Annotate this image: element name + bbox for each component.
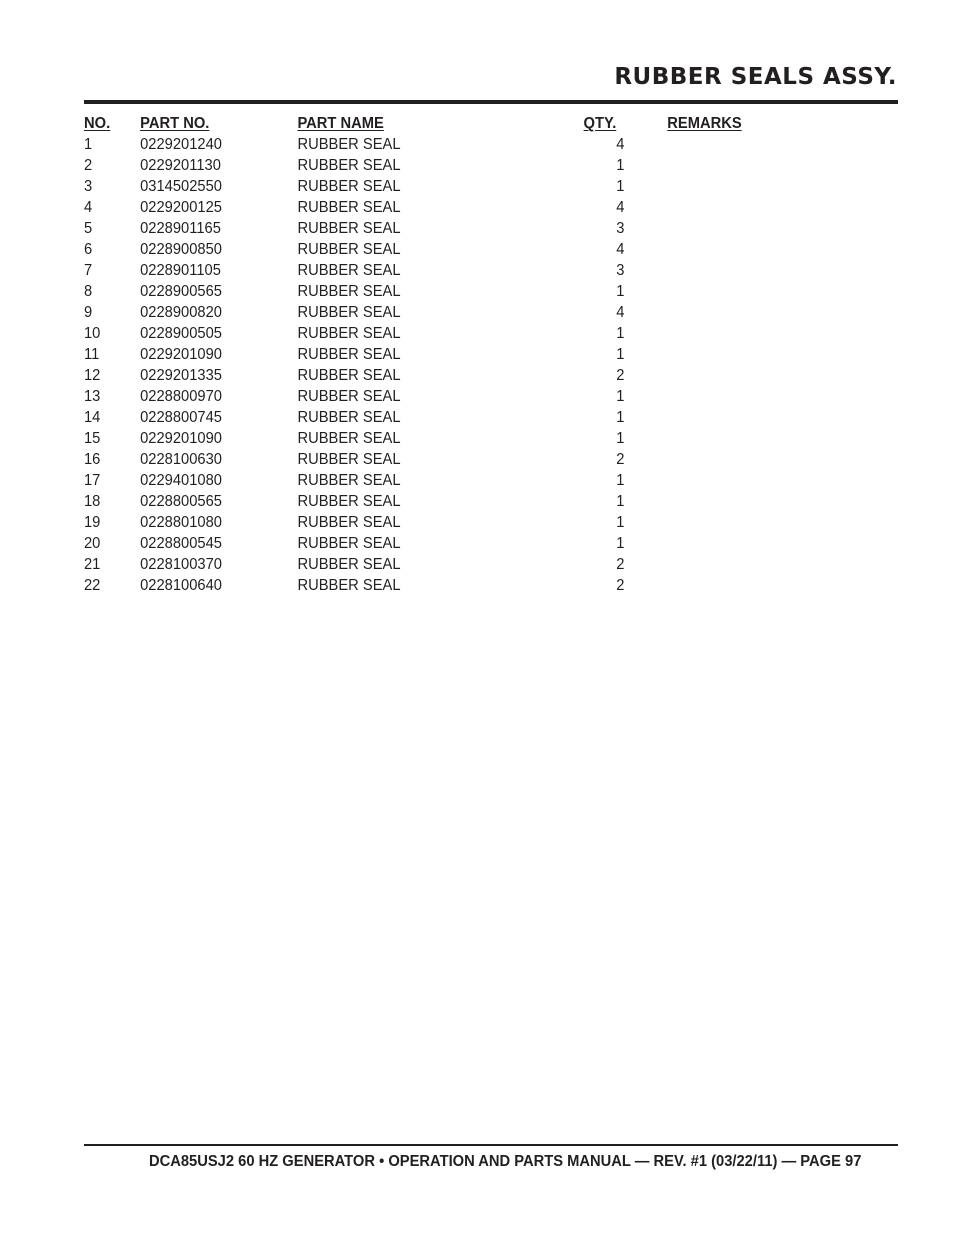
cell-part-no: 0228900820 [140, 304, 222, 321]
cell-remarks [667, 134, 746, 155]
cell-remarks [667, 470, 746, 491]
cell-part-no: 0229201130 [140, 157, 221, 174]
cell-part-no: 0229201090 [140, 430, 222, 447]
cell-qty: 1 [616, 346, 625, 363]
cell-no: 3 [84, 178, 93, 195]
cell-part-no: 0228800970 [140, 388, 222, 405]
cell-part-no: 0228800565 [140, 493, 222, 510]
cell-qty: 1 [616, 388, 625, 405]
table-row [84, 239, 746, 260]
cell-qty: 2 [616, 577, 625, 594]
header-qty: QTY. [583, 115, 617, 132]
cell-no: 11 [84, 346, 100, 363]
cell-no: 17 [84, 472, 101, 489]
cell-part-name: RUBBER SEAL [297, 367, 401, 384]
cell-no: 16 [84, 451, 101, 468]
table-row [84, 176, 746, 197]
cell-remarks [667, 428, 746, 449]
table-row [84, 197, 746, 218]
cell-part-no: 0229201090 [140, 346, 222, 363]
cell-remarks [667, 302, 746, 323]
table-row [84, 533, 746, 554]
cell-remarks [667, 575, 746, 596]
table-row [84, 155, 746, 176]
cell-qty: 1 [616, 283, 625, 300]
page-title: RUBBER SEALS ASSY. [614, 64, 897, 90]
cell-no: 20 [84, 535, 101, 552]
table-header-row [84, 113, 746, 134]
cell-remarks [667, 218, 746, 239]
cell-part-name: RUBBER SEAL [297, 283, 401, 300]
cell-no: 19 [84, 514, 101, 531]
cell-part-no: 0228100630 [140, 451, 222, 468]
cell-part-no: 0228800545 [140, 535, 222, 552]
cell-qty: 4 [616, 304, 625, 321]
cell-qty: 1 [616, 325, 625, 342]
cell-qty: 1 [616, 157, 625, 174]
table-body [84, 134, 746, 596]
cell-no: 21 [84, 556, 101, 573]
header-part-name: PART NAME [297, 115, 384, 132]
header-part-no: PART NO. [140, 115, 210, 132]
cell-qty: 1 [616, 493, 625, 510]
table-row [84, 260, 746, 281]
table-row [84, 512, 746, 533]
cell-part-name: RUBBER SEAL [297, 241, 401, 258]
cell-qty: 2 [616, 451, 625, 468]
cell-part-name: RUBBER SEAL [297, 136, 401, 153]
cell-part-name: RUBBER SEAL [297, 325, 401, 342]
cell-remarks [667, 281, 746, 302]
cell-remarks [667, 176, 746, 197]
cell-no: 18 [84, 493, 101, 510]
cell-part-name: RUBBER SEAL [297, 409, 401, 426]
cell-remarks [667, 407, 746, 428]
cell-part-no: 0229401080 [140, 472, 222, 489]
cell-remarks [667, 449, 746, 470]
cell-part-no: 0228801080 [140, 514, 222, 531]
cell-remarks [667, 323, 746, 344]
cell-qty: 3 [616, 262, 625, 279]
cell-remarks [667, 386, 746, 407]
cell-remarks [667, 533, 746, 554]
table-row [84, 491, 746, 512]
cell-no: 10 [84, 325, 101, 342]
cell-part-name: RUBBER SEAL [297, 157, 401, 174]
cell-part-no: 0228900565 [140, 283, 222, 300]
cell-part-no: 0228900850 [140, 241, 222, 258]
parts-table [84, 113, 746, 596]
table-row [84, 302, 746, 323]
cell-part-name: RUBBER SEAL [297, 493, 401, 510]
table-row [84, 575, 746, 596]
cell-no: 9 [84, 304, 93, 321]
cell-part-name: RUBBER SEAL [297, 514, 401, 531]
cell-qty: 2 [616, 556, 625, 573]
cell-qty: 1 [616, 178, 625, 195]
cell-qty: 4 [616, 136, 625, 153]
cell-remarks [667, 197, 746, 218]
cell-remarks [667, 344, 746, 365]
cell-part-name: RUBBER SEAL [297, 577, 401, 594]
cell-qty: 4 [616, 241, 625, 258]
cell-part-name: RUBBER SEAL [297, 346, 401, 363]
cell-no: 12 [84, 367, 101, 384]
table-row [84, 344, 746, 365]
title-divider [84, 100, 898, 104]
cell-part-no: 0229201240 [140, 136, 222, 153]
cell-part-name: RUBBER SEAL [297, 451, 401, 468]
table-row [84, 407, 746, 428]
cell-qty: 3 [616, 220, 625, 237]
cell-no: 1 [84, 136, 93, 153]
cell-remarks [667, 365, 746, 386]
table-row [84, 428, 746, 449]
cell-part-no: 0229201335 [140, 367, 222, 384]
cell-part-no: 0228800745 [140, 409, 222, 426]
cell-remarks [667, 554, 746, 575]
table-row [84, 386, 746, 407]
cell-part-name: RUBBER SEAL [297, 304, 401, 321]
cell-no: 13 [84, 388, 101, 405]
cell-qty: 1 [616, 409, 625, 426]
cell-part-no: 0228100640 [140, 577, 222, 594]
cell-part-name: RUBBER SEAL [297, 430, 401, 447]
cell-qty: 4 [616, 199, 625, 216]
cell-remarks [667, 491, 746, 512]
footer-divider [84, 1144, 898, 1146]
cell-part-name: RUBBER SEAL [297, 535, 401, 552]
cell-part-no: 0229200125 [140, 199, 222, 216]
header-remarks: REMARKS [667, 115, 742, 132]
cell-qty: 2 [616, 367, 625, 384]
cell-qty: 1 [616, 430, 625, 447]
cell-part-no: 0228901105 [140, 262, 221, 279]
cell-part-name: RUBBER SEAL [297, 388, 401, 405]
cell-no: 15 [84, 430, 101, 447]
table-row [84, 554, 746, 575]
cell-remarks [667, 155, 746, 176]
cell-no: 7 [84, 262, 93, 279]
cell-qty: 1 [616, 472, 625, 489]
cell-no: 22 [84, 577, 101, 594]
cell-qty: 1 [616, 514, 625, 531]
cell-part-name: RUBBER SEAL [297, 472, 401, 489]
cell-part-name: RUBBER SEAL [297, 556, 401, 573]
cell-no: 8 [84, 283, 93, 300]
cell-qty: 1 [616, 535, 625, 552]
cell-no: 2 [84, 157, 93, 174]
cell-part-no: 0228100370 [140, 556, 222, 573]
table-row [84, 470, 746, 491]
cell-no: 5 [84, 220, 93, 237]
cell-no: 4 [84, 199, 93, 216]
header-no: NO. [84, 115, 111, 132]
table-row [84, 218, 746, 239]
table-row [84, 449, 746, 470]
table-row [84, 134, 746, 155]
table-row [84, 365, 746, 386]
cell-remarks [667, 512, 746, 533]
cell-no: 14 [84, 409, 101, 426]
table-row [84, 323, 746, 344]
cell-remarks [667, 260, 746, 281]
page-footer: DCA85USJ2 60 HZ GENERATOR • OPERATION AND PARTS MANUAL — REV. #1 (03/22/11) — PAGE 97 [148, 1153, 861, 1170]
cell-part-name: RUBBER SEAL [297, 178, 401, 195]
cell-no: 6 [84, 241, 93, 258]
cell-part-name: RUBBER SEAL [297, 220, 401, 237]
cell-part-no: 0228901165 [140, 220, 221, 237]
cell-part-no: 0228900505 [140, 325, 222, 342]
cell-part-no: 0314502550 [140, 178, 222, 195]
cell-remarks [667, 239, 746, 260]
cell-part-name: RUBBER SEAL [297, 199, 401, 216]
cell-part-name: RUBBER SEAL [297, 262, 401, 279]
table-row [84, 281, 746, 302]
